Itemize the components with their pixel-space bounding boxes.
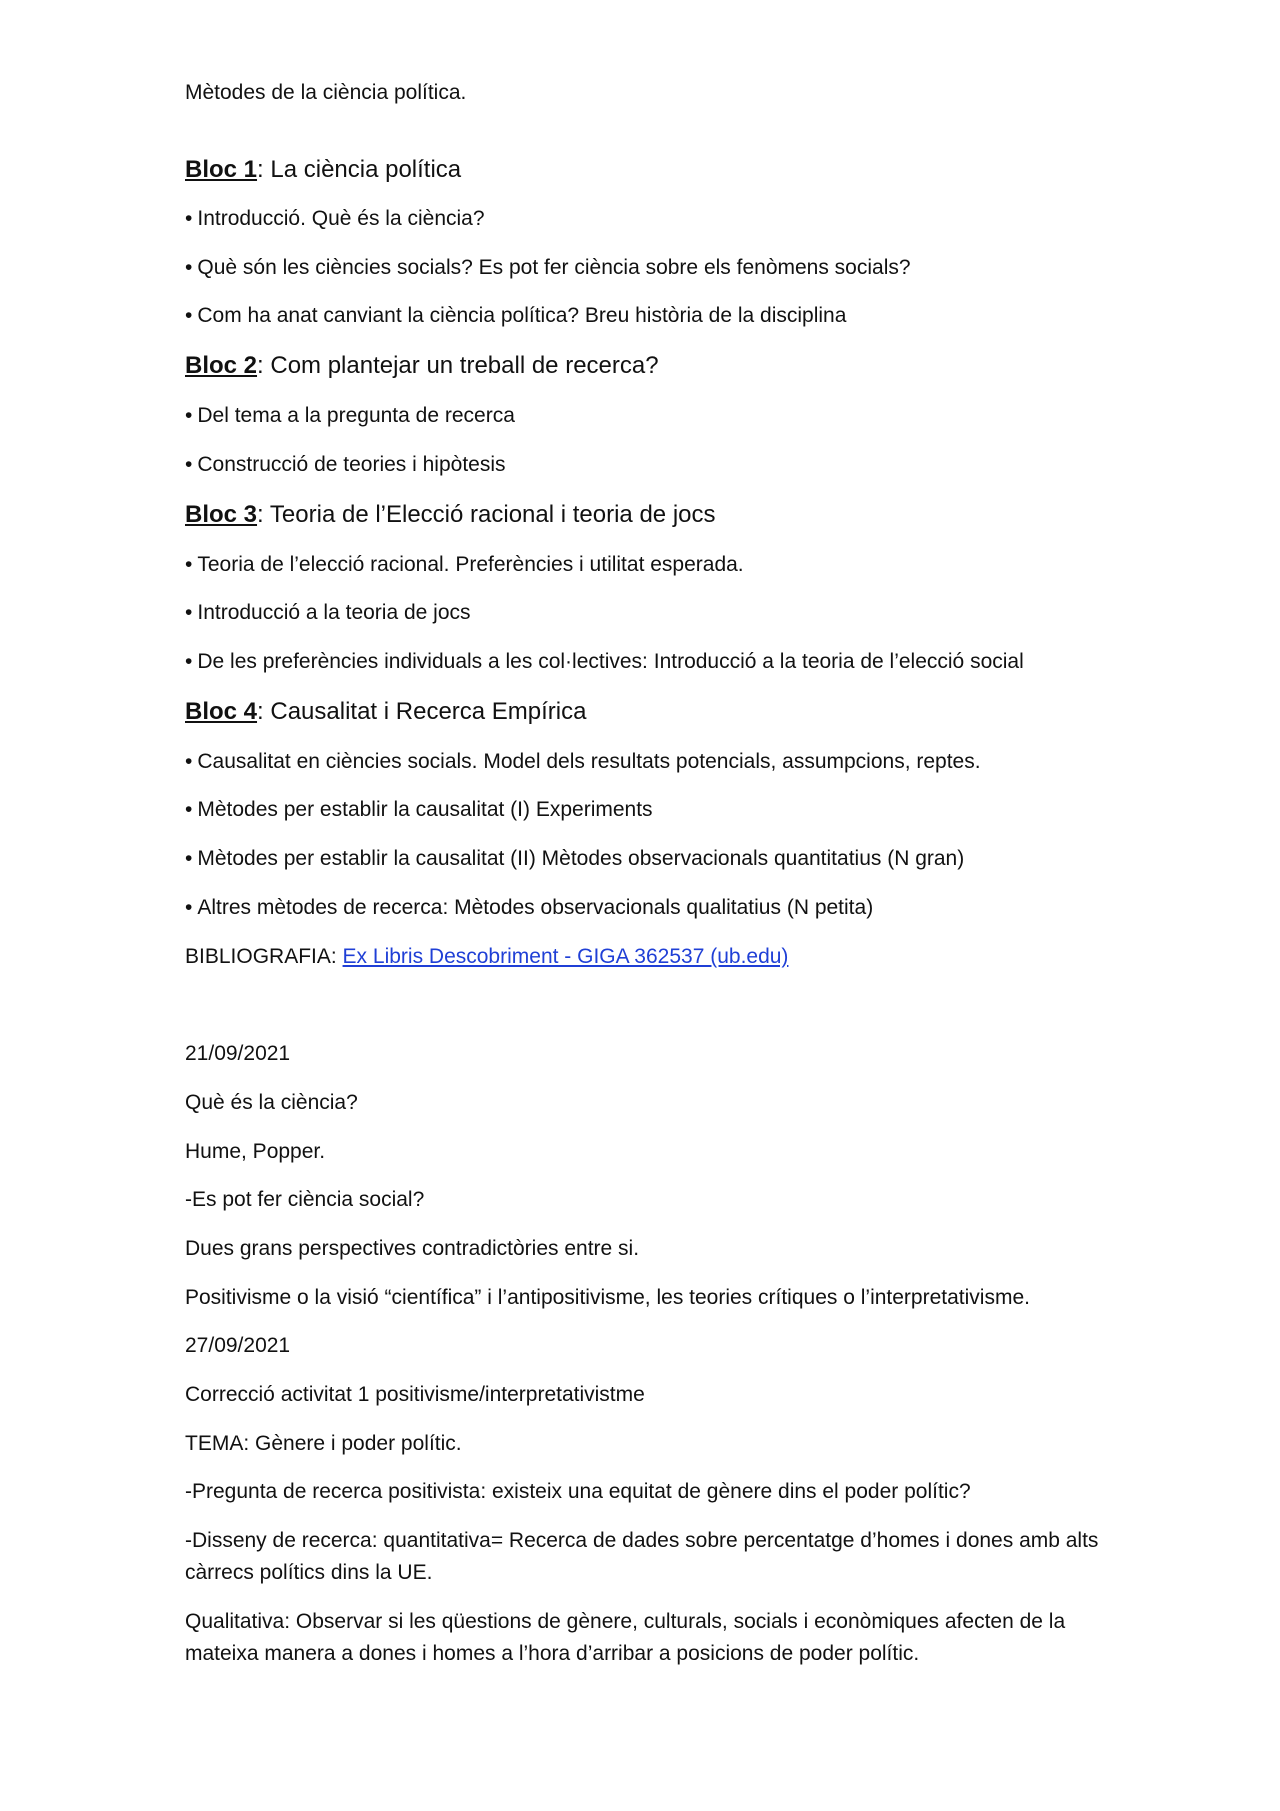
bloc-4-label: Bloc 4	[185, 698, 258, 725]
bullet-icon: •	[185, 896, 193, 919]
bloc-3-heading	[185, 500, 716, 530]
bloc-2-label: Bloc 2	[185, 352, 258, 379]
note-line: Correcció activitat 1 positivisme/interpretativistme	[185, 1383, 645, 1406]
note-date: 27/09/2021	[185, 1334, 291, 1357]
bullet-icon: •	[185, 847, 193, 870]
list-item: • Del tema a la pregunta de recerca	[185, 404, 515, 427]
bloc-2-heading	[185, 351, 659, 381]
document-title: Mètodes de la ciència política.	[185, 81, 467, 104]
bibliografia	[185, 944, 788, 970]
list-item: • Com ha anat canviant la ciència política? Breu història de la disciplina	[185, 304, 847, 327]
note-line: Positivisme o la visió “científica” i l’antipositivisme, les teories crítiques o l’interpretativisme.	[185, 1286, 1030, 1309]
bullet-icon: •	[185, 207, 193, 230]
bullet-icon: •	[185, 304, 193, 327]
bullet-icon: •	[185, 650, 193, 673]
list-item: • Què són les ciències socials? Es pot fer ciència sobre els fenòmens socials?	[185, 256, 911, 279]
bloc-4-title: : Causalitat i Recerca Empírica	[257, 698, 587, 725]
note-line: Què és la ciència?	[185, 1091, 358, 1114]
note-line: TEMA: Gènere i poder polític.	[185, 1432, 462, 1455]
list-item: • De les preferències individuals a les col·lectives: Introducció a la teoria de l’elecció social	[185, 650, 1024, 673]
bullet-icon: •	[185, 453, 193, 476]
bloc-3-label: Bloc 3	[185, 501, 258, 528]
list-item: • Introducció a la teoria de jocs	[185, 601, 471, 624]
bloc-4-heading	[185, 697, 586, 727]
bullet-icon: •	[185, 798, 193, 821]
list-item: • Altres mètodes de recerca: Mètodes observacionals qualitatius (N petita)	[185, 896, 874, 919]
bloc-2-title: : Com plantejar un treball de recerca?	[257, 352, 659, 379]
note-line: Dues grans perspectives contradictòries entre si.	[185, 1237, 640, 1260]
bullet-icon: •	[185, 256, 193, 279]
list-item: • Introducció. Què és la ciència?	[185, 207, 485, 230]
bullet-icon: •	[185, 750, 193, 773]
list-item: • Teoria de l’elecció racional. Preferències i utilitat esperada.	[185, 553, 744, 576]
note-line: -Pregunta de recerca positivista: existeix una equitat de gènere dins el poder polític?	[185, 1480, 971, 1503]
bloc-1-heading	[185, 155, 461, 185]
list-item: • Causalitat en ciències socials. Model dels resultats potencials, assumpcions, reptes.	[185, 750, 981, 773]
bullet-icon: •	[185, 553, 193, 576]
bloc-3-title: : Teoria de l’Elecció racional i teoria de jocs	[257, 501, 716, 528]
list-item: • Mètodes per establir la causalitat (I) Experiments	[185, 798, 653, 821]
note-line: Hume, Popper.	[185, 1140, 326, 1163]
note-date: 21/09/2021	[185, 1042, 291, 1065]
note-line: -Es pot fer ciència social?	[185, 1188, 425, 1211]
paragraph: -Disseny de recerca: quantitativa= Recerca de dades sobre percentatge d’homes i dones amb alts càrrecs polítics dins la UE.	[185, 1529, 1099, 1584]
paragraph: Qualitativa: Observar si les qüestions de gènere, culturals, socials i econòmiques afecten de la mateixa manera a dones i homes a l’hora d’arribar a posicions de poder polític.	[185, 1610, 1066, 1665]
bloc-1-title: : La ciència política	[257, 156, 462, 183]
bullet-icon: •	[185, 404, 193, 427]
bibliografia-label: BIBLIOGRAFIA:	[185, 945, 343, 968]
list-item: • Construcció de teories i hipòtesis	[185, 453, 506, 476]
list-item: • Mètodes per establir la causalitat (II) Mètodes observacionals quantitatius (N gran)	[185, 847, 965, 870]
document-page	[185, 0, 1105, 1811]
bibliografia-link[interactable]: Ex Libris Descobriment - GIGA 362537 (ub.edu)	[342, 945, 789, 968]
bloc-1-label: Bloc 1	[185, 156, 258, 183]
bullet-icon: •	[185, 601, 193, 624]
